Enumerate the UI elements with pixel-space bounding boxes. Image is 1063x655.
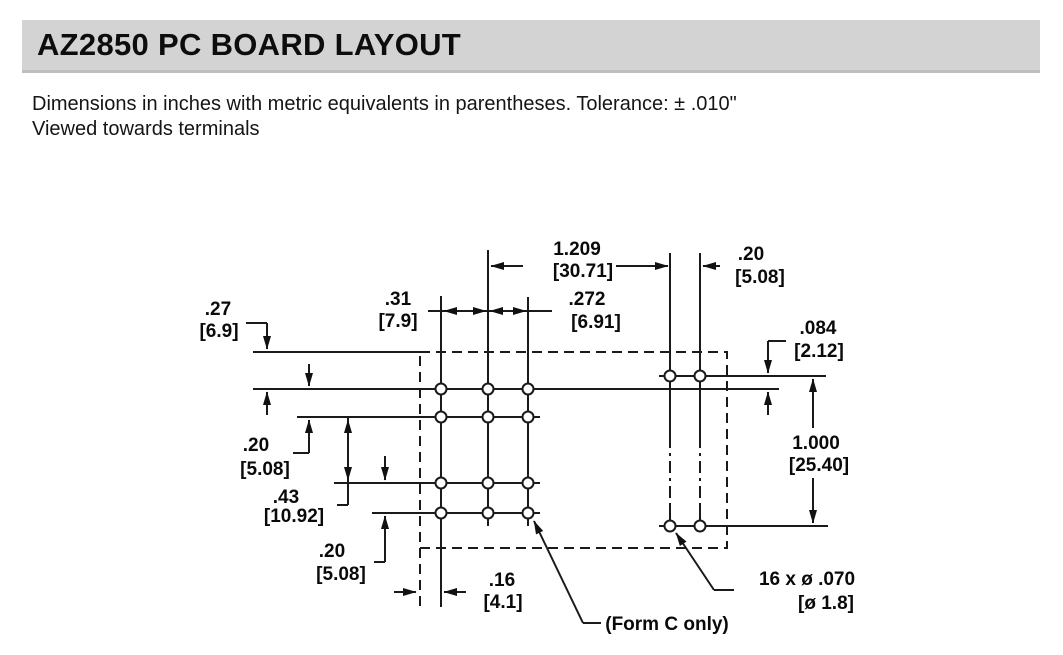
terminal-hole	[483, 412, 494, 423]
note-view-direction: Viewed towards terminals	[32, 118, 260, 140]
dim-label: .20	[242, 435, 270, 456]
dim-label-metric: [2.12]	[794, 341, 844, 362]
dim-label: 1.000	[792, 433, 840, 454]
dim-row-20-lower	[316, 456, 385, 585]
terminal-hole	[665, 371, 676, 382]
dim-label: .27	[204, 299, 232, 320]
dim-pitch-31-272	[378, 289, 620, 333]
terminal-hole	[523, 508, 534, 519]
dim-offset-084	[768, 318, 844, 415]
dim-label-metric: [30.71]	[552, 261, 614, 282]
dim-pitch-20-top	[703, 244, 785, 288]
terminal-hole	[483, 478, 494, 489]
hole-callout-metric: [ø 1.8]	[798, 593, 854, 614]
dim-label-metric: [4.1]	[483, 592, 523, 613]
dim-label-metric: [7.9]	[378, 311, 418, 332]
dim-label-metric: [25.40]	[788, 455, 850, 476]
terminal-hole	[523, 384, 534, 395]
terminal-hole	[436, 384, 447, 395]
terminal-hole	[436, 478, 447, 489]
terminal-holes	[436, 371, 706, 532]
callout-hole-diameter	[676, 533, 855, 614]
dim-label: 1.209	[553, 239, 601, 260]
form-c-label: (Form C only)	[605, 614, 729, 635]
terminal-hole	[436, 412, 447, 423]
dim-pitch-1209	[491, 239, 668, 282]
hole-callout-label: 16 x ø .070	[758, 569, 856, 590]
callout-form-c	[534, 521, 729, 635]
dim-label: .084	[799, 318, 837, 339]
terminal-hole	[665, 521, 676, 532]
dim-label: .16	[488, 570, 516, 591]
terminal-hole	[436, 508, 447, 519]
dim-label: .20	[737, 244, 765, 265]
dim-offset-27	[199, 299, 267, 415]
terminal-hole	[483, 508, 494, 519]
dim-label: .272	[568, 289, 606, 310]
dim-label-metric: [6.9]	[199, 321, 239, 342]
dim-span-1000	[789, 379, 849, 523]
terminal-hole	[695, 521, 706, 532]
dim-label-metric: [10.92]	[263, 506, 325, 527]
dim-label-metric: [5.08]	[316, 564, 366, 585]
dim-label-metric: [5.08]	[240, 459, 290, 480]
terminal-hole	[523, 412, 534, 423]
dim-row-20-upper	[240, 364, 309, 480]
dim-label: .20	[318, 541, 346, 562]
terminal-hole	[523, 478, 534, 489]
terminal-hole	[695, 371, 706, 382]
note-tolerance: Dimensions in inches with metric equivalents in parentheses. Tolerance: ± .010"	[32, 93, 737, 115]
relay-outline	[420, 352, 727, 607]
dim-label: .43	[272, 487, 300, 508]
dim-label-metric: [6.91]	[571, 312, 621, 333]
dim-label: .31	[384, 289, 412, 310]
dim-label-metric: [5.08]	[735, 267, 785, 288]
page-title: AZ2850 PC BOARD LAYOUT	[37, 27, 462, 62]
terminal-hole	[483, 384, 494, 395]
dim-edge-16	[394, 570, 523, 613]
